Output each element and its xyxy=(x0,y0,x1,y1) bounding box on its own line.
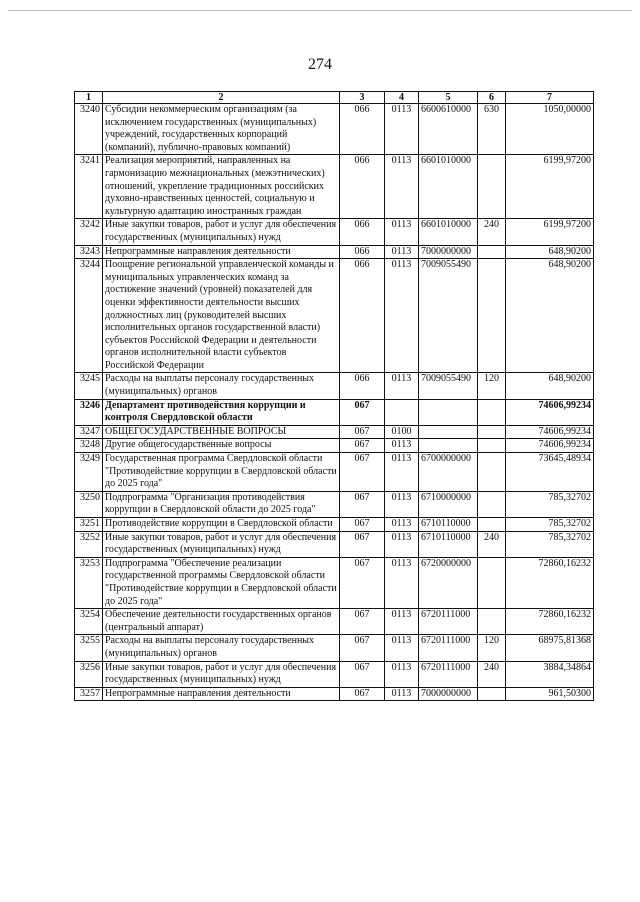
row-kind: 120 xyxy=(478,373,506,399)
row-number: 3255 xyxy=(75,635,103,661)
header-col-5: 5 xyxy=(419,92,478,104)
row-section: 0113 xyxy=(385,155,419,219)
row-number: 3252 xyxy=(75,531,103,557)
row-amount: 785,32702 xyxy=(506,518,594,532)
row-number: 3244 xyxy=(75,259,103,373)
row-amount: 73645,48934 xyxy=(506,453,594,492)
table-row xyxy=(75,399,594,425)
row-target: 7009055490 xyxy=(419,373,478,399)
row-target: 6720111000 xyxy=(419,635,478,661)
row-amount: 785,32702 xyxy=(506,531,594,557)
row-kind: 240 xyxy=(478,531,506,557)
row-target: 6700000000 xyxy=(419,453,478,492)
table-row xyxy=(75,104,594,155)
row-kind xyxy=(478,399,506,425)
row-name: Иные закупки товаров, работ и услуг для обеспечения государственных (муниципальных) нужд xyxy=(103,219,340,245)
row-amount: 72860,16232 xyxy=(506,609,594,635)
row-grbs: 067 xyxy=(340,609,385,635)
row-section: 0113 xyxy=(385,635,419,661)
row-grbs: 067 xyxy=(340,425,385,439)
row-target: 6720111000 xyxy=(419,661,478,687)
row-name: Департамент противодействия коррупции и контроля Свердловской области xyxy=(103,399,340,425)
row-grbs: 067 xyxy=(340,635,385,661)
row-section: 0113 xyxy=(385,439,419,453)
row-amount: 72860,16232 xyxy=(506,557,594,608)
row-section: 0113 xyxy=(385,219,419,245)
row-kind: 240 xyxy=(478,661,506,687)
row-name: Реализация мероприятий, направленных на гармонизацию межнациональных (межэтнических) отношений, укрепление традиционных российских духовно-нравственных ценностей, социальную и культурную адаптацию иностранных граждан xyxy=(103,155,340,219)
table-row xyxy=(75,219,594,245)
header-col-3: 3 xyxy=(340,92,385,104)
row-name: Расходы на выплаты персоналу государственных (муниципальных) органов xyxy=(103,373,340,399)
row-target xyxy=(419,425,478,439)
row-target: 6720000000 xyxy=(419,557,478,608)
row-kind xyxy=(478,259,506,373)
header-row xyxy=(75,92,594,104)
row-amount: 785,32702 xyxy=(506,491,594,517)
row-kind: 120 xyxy=(478,635,506,661)
row-target: 6601010000 xyxy=(419,155,478,219)
row-number: 3249 xyxy=(75,453,103,492)
row-kind: 630 xyxy=(478,104,506,155)
row-name: Государственная программа Свердловской области "Противодействие коррупции в Свердловской области до 2025 года" xyxy=(103,453,340,492)
row-number: 3247 xyxy=(75,425,103,439)
row-grbs: 067 xyxy=(340,557,385,608)
table-row xyxy=(75,609,594,635)
row-section: 0113 xyxy=(385,661,419,687)
row-section: 0113 xyxy=(385,104,419,155)
table-row xyxy=(75,491,594,517)
row-section: 0113 xyxy=(385,609,419,635)
row-number: 3242 xyxy=(75,219,103,245)
row-number: 3251 xyxy=(75,518,103,532)
row-section xyxy=(385,399,419,425)
row-target xyxy=(419,439,478,453)
row-amount: 1050,00000 xyxy=(506,104,594,155)
row-grbs: 067 xyxy=(340,399,385,425)
row-name: Непрограммные направления деятельности xyxy=(103,245,340,259)
row-kind xyxy=(478,491,506,517)
row-amount: 6199,97200 xyxy=(506,155,594,219)
row-amount: 6199,97200 xyxy=(506,219,594,245)
row-section: 0100 xyxy=(385,425,419,439)
row-name: Расходы на выплаты персоналу государственных (муниципальных) органов xyxy=(103,635,340,661)
row-kind xyxy=(478,425,506,439)
row-name: ОБЩЕГОСУДАРСТВЕННЫЕ ВОПРОСЫ xyxy=(103,425,340,439)
row-target xyxy=(419,399,478,425)
table-row xyxy=(75,259,594,373)
row-target: 7000000000 xyxy=(419,687,478,701)
table-row xyxy=(75,531,594,557)
row-name: Поощрение региональной управленческой команды и муниципальных управленческих команд за достижение значений (уровней) показателей для оценки эффективности деятельности высших должностных лиц (руководителей высших исполнительных органов государственной власти) субъектов Российской Федерации и деятельности органов исполнительной власти субъектов Российской Федерации xyxy=(103,259,340,373)
row-amount: 648,90200 xyxy=(506,373,594,399)
row-section: 0113 xyxy=(385,557,419,608)
page-number: 274 xyxy=(308,56,332,73)
row-grbs: 066 xyxy=(340,259,385,373)
row-number: 3245 xyxy=(75,373,103,399)
header-col-2: 2 xyxy=(103,92,340,104)
row-grbs: 066 xyxy=(340,219,385,245)
table-row xyxy=(75,635,594,661)
table-row xyxy=(75,518,594,532)
row-number: 3240 xyxy=(75,104,103,155)
row-kind xyxy=(478,518,506,532)
row-kind xyxy=(478,439,506,453)
row-grbs: 067 xyxy=(340,531,385,557)
row-amount: 3884,34864 xyxy=(506,661,594,687)
row-kind xyxy=(478,245,506,259)
row-amount: 961,50300 xyxy=(506,687,594,701)
row-target: 6720111000 xyxy=(419,609,478,635)
row-amount: 74606,99234 xyxy=(506,425,594,439)
row-kind: 240 xyxy=(478,219,506,245)
row-grbs: 066 xyxy=(340,373,385,399)
row-target: 7009055490 xyxy=(419,259,478,373)
row-grbs: 066 xyxy=(340,104,385,155)
row-section: 0113 xyxy=(385,687,419,701)
row-name: Другие общегосударственные вопросы xyxy=(103,439,340,453)
row-grbs: 067 xyxy=(340,491,385,517)
row-number: 3250 xyxy=(75,491,103,517)
table-row xyxy=(75,155,594,219)
row-section: 0113 xyxy=(385,491,419,517)
table-row xyxy=(75,557,594,608)
table-row xyxy=(75,453,594,492)
header-col-6: 6 xyxy=(478,92,506,104)
row-number: 3241 xyxy=(75,155,103,219)
row-section: 0113 xyxy=(385,518,419,532)
row-amount: 74606,99234 xyxy=(506,399,594,425)
row-number: 3243 xyxy=(75,245,103,259)
row-number: 3253 xyxy=(75,557,103,608)
row-number: 3256 xyxy=(75,661,103,687)
row-name: Непрограммные направления деятельности xyxy=(103,687,340,701)
row-target: 6601010000 xyxy=(419,219,478,245)
row-grbs: 066 xyxy=(340,245,385,259)
table-row xyxy=(75,439,594,453)
table-row xyxy=(75,687,594,701)
row-name: Подпрограмма "Организация противодействия коррупции в Свердловской области до 2025 года" xyxy=(103,491,340,517)
row-number: 3248 xyxy=(75,439,103,453)
row-kind xyxy=(478,609,506,635)
row-section: 0113 xyxy=(385,259,419,373)
row-number: 3246 xyxy=(75,399,103,425)
row-grbs: 067 xyxy=(340,453,385,492)
table-row xyxy=(75,425,594,439)
table-row xyxy=(75,245,594,259)
row-name: Обеспечение деятельности государственных органов (центральный аппарат) xyxy=(103,609,340,635)
header-col-7: 7 xyxy=(506,92,594,104)
row-name: Субсидии некоммерческим организациям (за исключением государственных (муниципальных) учреждений, государственных корпораций (компаний), публично-правовых компаний) xyxy=(103,104,340,155)
row-target: 6710110000 xyxy=(419,518,478,532)
row-kind xyxy=(478,687,506,701)
table-row xyxy=(75,661,594,687)
row-grbs: 066 xyxy=(340,155,385,219)
row-grbs: 067 xyxy=(340,687,385,701)
row-kind xyxy=(478,155,506,219)
row-grbs: 067 xyxy=(340,518,385,532)
row-name: Иные закупки товаров, работ и услуг для обеспечения государственных (муниципальных) нужд xyxy=(103,661,340,687)
budget-table xyxy=(74,91,594,701)
row-target: 7000000000 xyxy=(419,245,478,259)
row-amount: 74606,99234 xyxy=(506,439,594,453)
row-target: 6710110000 xyxy=(419,531,478,557)
row-target: 6710000000 xyxy=(419,491,478,517)
row-grbs: 067 xyxy=(340,661,385,687)
row-kind xyxy=(478,557,506,608)
row-number: 3254 xyxy=(75,609,103,635)
row-section: 0113 xyxy=(385,453,419,492)
row-number: 3257 xyxy=(75,687,103,701)
top-rule xyxy=(8,10,632,11)
row-name: Подпрограмма "Обеспечение реализации государственной программы Свердловской области "Противодействие коррупции в Свердловской области до 2025 года" xyxy=(103,557,340,608)
row-name: Иные закупки товаров, работ и услуг для обеспечения государственных (муниципальных) нужд xyxy=(103,531,340,557)
row-section: 0113 xyxy=(385,245,419,259)
row-grbs: 067 xyxy=(340,439,385,453)
row-section: 0113 xyxy=(385,373,419,399)
row-target: 6600610000 xyxy=(419,104,478,155)
table-row xyxy=(75,373,594,399)
row-amount: 68975,81368 xyxy=(506,635,594,661)
row-kind xyxy=(478,453,506,492)
row-amount: 648,90200 xyxy=(506,259,594,373)
header-col-1: 1 xyxy=(75,92,103,104)
row-amount: 648,90200 xyxy=(506,245,594,259)
row-name: Противодействие коррупции в Свердловской области xyxy=(103,518,340,532)
row-section: 0113 xyxy=(385,531,419,557)
header-col-4: 4 xyxy=(385,92,419,104)
